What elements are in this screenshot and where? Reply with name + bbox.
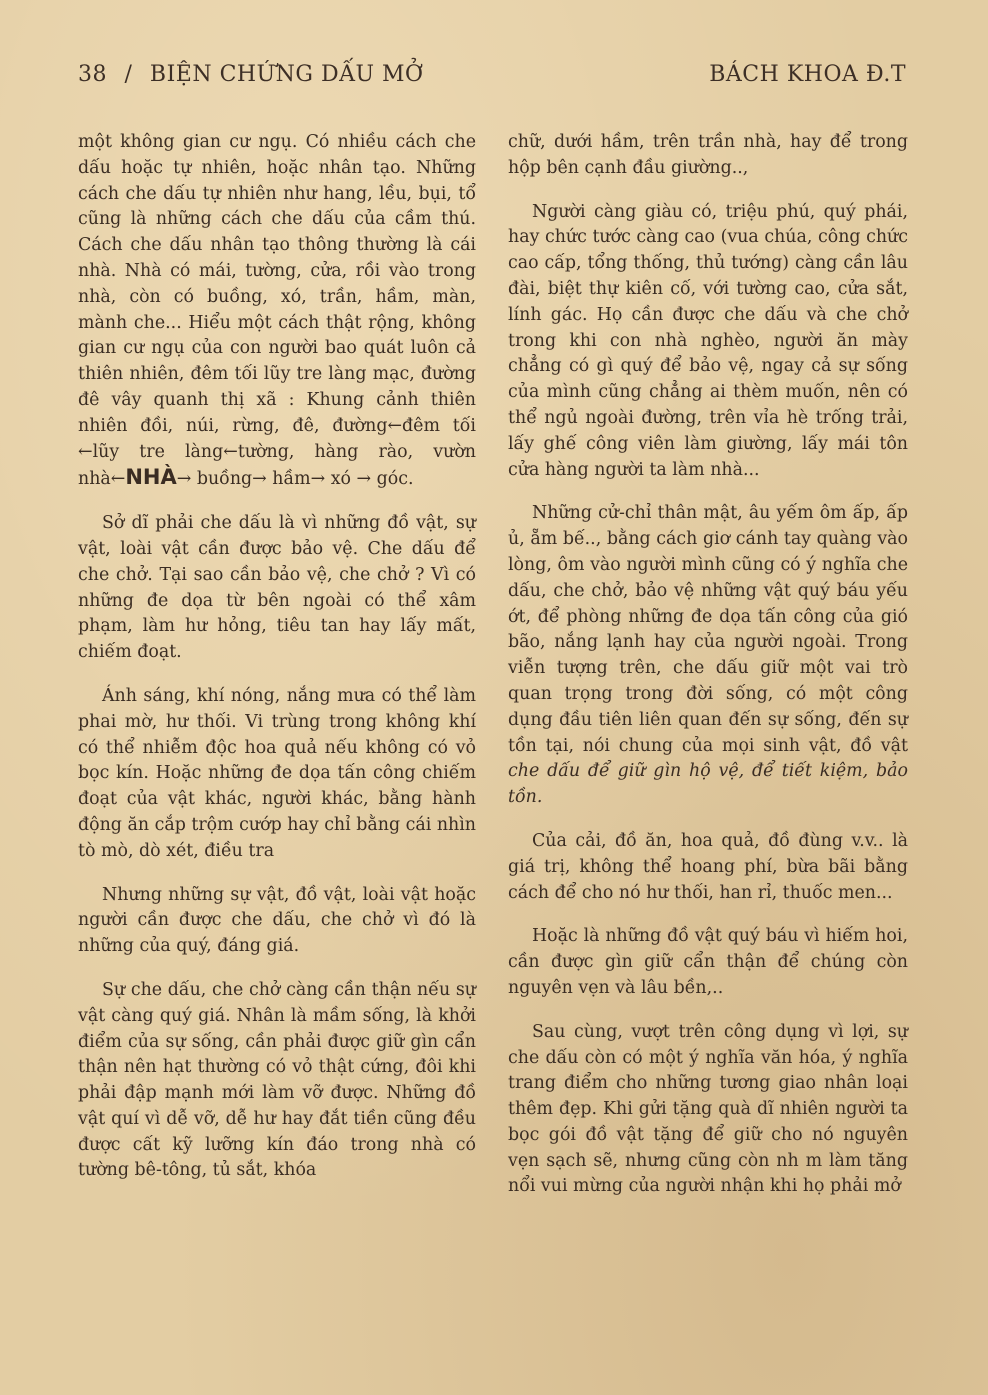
header-left bbox=[78, 62, 434, 87]
right-column bbox=[508, 130, 908, 1218]
paragraph: Người càng giàu có, triệu phú, quý phái, hay chức tước càng cao (vua chúa, công chức cao cấp, tổng thống, thủ tướng) càng cần lâu đài, biệt thự kiên cố, với tường cao, cửa sắt, lính gác. Họ cần được che dấu và che chở trong khi con nhà nghèo, người ăn mày chẳng có gì quý để bảo vệ, ngay cả sự sống của mình cũng chẳng ai thèm muốn, nên có thể ngủ ngoài đường, trên vỉa hè trống trải, lấy ghế công viên làm giường, lấy mái tôn cửa hàng người ta làm nhà... bbox=[508, 201, 908, 480]
paragraph: Những cử-chỉ thân mật, âu yếm ôm ấp, ấp ủ, ẵm bế.., bằng cách giơ cánh tay quàng vào lòng, ôm vào người mình cũng có ý nghĩa che dấu, che chở, bảo vệ những vật quý báu yếu ớt, để phòng những đe dọa tấn công của gió bão, nắng lạnh hay của người ngoài. Trong viễn tượng trên, che dấu giữ một vai trò quan trọng trong đời sống, có một công dụng đầu tiên liên quan đến sự sống, đến sự tồn tại, nói chung của mọi sinh vật, đồ vật che dấu để giữ gìn hộ vệ, để tiết kiệm, bảo tồn. bbox=[508, 503, 908, 808]
italic-phrase: che dấu để giữ gìn hộ vệ, để tiết kiệm, bảo tồn. bbox=[508, 761, 908, 808]
paragraph: một không gian cư ngụ. Có nhiều cách che dấu hoặc tự nhiên, hoặc nhân tạo. Những cách che dấu tự nhiên như hang, lều, bụi, tổ cũng là những cách che dấu của cầm thú. Cách che dấu nhân tạo thông thường là cái nhà. Nhà có mái, tường, cửa, rồi vào trong nhà, còn có buồng, xó, trần, hầm, màn, mành che... Hiểu một cách thật rộng, không gian cư ngụ của con người bao quát luôn cả thiên nhiên, đêm tối lũy tre làng mạc, đường đê vây quanh thị xã : Khung cảnh thiên nhiên đồi, núi, rừng, đê, đường←đêm tối ←lũy tre làng←tường, hàng rào, vườn nhà←NHÀ→ buồng→ hầm→ xó → góc. bbox=[78, 132, 476, 490]
page-header bbox=[78, 62, 906, 87]
left-column bbox=[78, 130, 476, 1218]
paragraph: Sở dĩ phải che dấu là vì những đồ vật, sự vật, loài vật cần được bảo vệ. Che dấu để che chở. Tại sao cần bảo vệ, che chở ? Vì có những đe dọa từ bên ngoài có thể xâm phạm, làm hư hỏng, tiêu tan hay lấy mất, chiếm đoạt. bbox=[78, 513, 476, 663]
section-title: BIỆN CHỨNG DẤU MỞ bbox=[149, 62, 424, 87]
page-number: 38 bbox=[78, 62, 107, 87]
paragraph: Hoặc là những đồ vật quý báu vì hiếm hoi, cần được gìn giữ cẩn thận để chúng còn nguyên vẹn và lâu bền,.. bbox=[508, 926, 908, 998]
paragraph: Sự che dấu, che chở càng cần thận nếu sự vật càng quý giá. Nhân là mầm sống, là khởi điểm của sự sống, cần phải được giữ gìn cẩn thận nên hạt thường có vỏ thật cứng, đôi khi phải đập mạnh mới làm vỡ được. Những đồ vật quí vì dễ vỡ, dễ hư hay đắt tiền cũng đều được cất kỹ lưỡng kín đáo trong nhà có tường bê-tông, tủ sắt, khóa bbox=[78, 979, 476, 1181]
paragraph: Nhưng những sự vật, đồ vật, loài vật hoặc người cần được che dấu, che chở vì đó là những của quý, đáng giá. bbox=[78, 884, 476, 957]
publication-title: BÁCH KHOA Đ.T bbox=[709, 62, 906, 87]
nha-emphasis: NHÀ bbox=[125, 465, 177, 490]
paragraph: Ánh sáng, khí nóng, nắng mưa có thể làm phai mờ, hư thối. Vi trùng trong không khí có thể nhiễm độc hoa quả nếu không có vỏ bọc kín. Hoặc những đe dọa tấn công chiếm đoạt của vật khác, người khác, bằng hành động ăn cắp trộm cướp hay chỉ bằng cái nhìn tò mò, dò xét, điều tra bbox=[78, 685, 476, 861]
paragraph: Sau cùng, vượt trên công dụng vì lợi, sự che dấu còn có một ý nghĩa văn hóa, ý nghĩa trang điểm cho những tương giao nhân loại thêm đẹp. Khi gửi tặng quà dĩ nhiên người ta bọc gói đồ vật tặng để giữ cho nó nguyên vẹn sạch sẽ, nhưng cũng còn nh m làm tăng nổi vui mừng của người nhận khi họ phải mở bbox=[508, 1021, 908, 1197]
paragraph: chữ, dưới hầm, trên trần nhà, hay để trong hộp bên cạnh đầu giường.., bbox=[508, 132, 908, 178]
header-separator: / bbox=[124, 62, 133, 87]
paragraph: Của cải, đồ ăn, hoa quả, đồ đùng v.v.. là giá trị, không thể hoang phí, bừa bãi bằng cách để cho nó hư thối, han rỉ, thuốc men... bbox=[508, 830, 908, 903]
article-body bbox=[78, 130, 908, 1218]
